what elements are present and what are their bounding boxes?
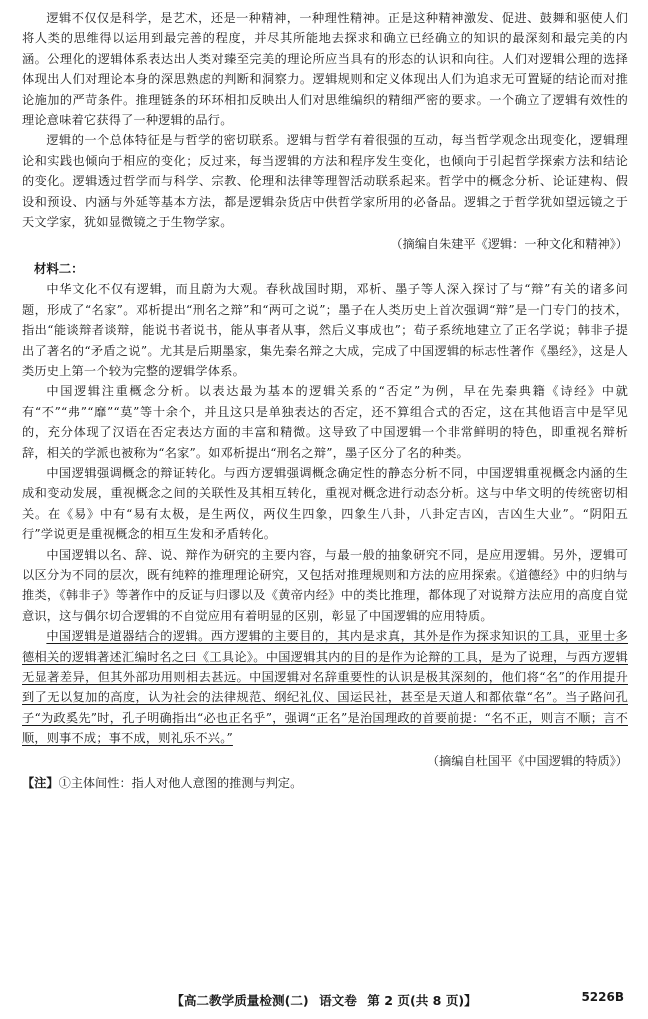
paragraph-6: 中国逻辑以名、辞、说、辩作为研究的主要内容，与最一般的抽象研究不同，是应用逻辑。另外，逻辑可以区分为不同的层次，既有纯粹的推理理论研究，又包括对推理规则和方法的应用探索。《道德经》中的归纳与推类，《韩非子》等著作中的反证与归谬以及《黄帝内经》中的类比推理，都体现了对说辩方法应用的高度自觉意识，这与偶尔切合逻辑的不自觉应用有着明显的区别，彰显了中国逻辑的应用特质。 (22, 547, 628, 623)
source-citation-1: （摘编自朱建平《逻辑：一种文化和精神》） (390, 237, 628, 252)
paper-code: 5226B (581, 990, 624, 1004)
paragraph-5: 中国逻辑强调概念的辩证转化。与西方逻辑强调概念确定性的静态分析不同，中国逻辑重视概念内涵的生成和变动发展，重视概念之间的关联性及其相互转化，重视对概念进行动态分析。这与中华文明的传统密切相关。在《易》中有“易有太极，是生两仪，两仪生四象，四象生八卦，八卦定吉凶，吉凶生大业”。“阴阳五行”学说更是重视概念的相互生发和矛盾转化。 (22, 465, 628, 542)
paragraph-7-underlined: 中国逻辑是道器结合的逻辑。西方逻辑的主要目的，其内是求真，其外是作为探求知识的工具，亚里士多德相关的逻辑著述汇编时名之曰《工具论》。中国逻辑其内的目的是作为论辩的工具，是为了说理，与西方逻辑无显著差异，但其外部功用则相去甚远。中国逻辑对名辞重要性的认识是极其深刻的，他们将“名”的作用提升到了无以复加的高度，认为社会的法律规范、纲纪礼仪、国运民社，甚至是天道人和都依靠“名”。当子路问孔子“为政奚先”时，孔子明确指出“必也正名乎”，强调“正名”是治国理政的首要前提：“名不正，则言不顺；言不顺，则事不成；事不成，则礼乐不兴。” (22, 629, 628, 746)
paragraph-3: 中华文化不仅有逻辑，而且蔚为大观。春秋战国时期，邓析、墨子等人深入探讨了与“辩”有关的诸多问题，形成了“名家”。邓析提出“刑名之辩”和“两可之说”；墨子在人类历史上首次强调“辩”是一门专门的技术，指出“能谈辩者谈辩，能说书者说书，能从事者从事，然后义事成也”；荀子系统地建立了正名学说；韩非子提出了著名的“矛盾之说”。尤其是后期墨家，集先秦名辩之大成，完成了中国逻辑的标志性著作《墨经》，这是人类历史上第一个较为完整的逻辑学体系。 (22, 282, 628, 378)
source-citation-2: （摘编自杜国平《中国逻辑的特质》） (426, 753, 628, 768)
footnote-label: 【注】 (22, 776, 59, 791)
footnote-text: ①主体间性：指人对他人意图的推测与判定。 (58, 776, 303, 791)
paragraph-1: 逻辑不仅仅是科学，是艺术，还是一种精神，一种理性精神。正是这种精神激发、促进、鼓舞和驱使人们将人类的思维得以运用到最完善的程度，并尽其所能地去探求和确立已经确立的知识的最深刻和最完美的内涵。公理化的逻辑体系表达出人类对臻至完美的理论所应当具有的形态的认识和向往。人们对逻辑公理的选择体现出人们对理论本身的深思熟虑的判断和洞察力。逻辑规则和定义体现出人们为追求无可置疑的结论而对推论施加的严苛条件。推理链条的环环相扣反映出人们对思维编织的精细严密的要求。一个确立了逻辑有效性的理论意味着它获得了一种逻辑的品行。 (22, 11, 628, 128)
paragraph-4: 中国逻辑注重概念分析。以表达最为基本的逻辑关系的“否定”为例，早在先秦典籍《诗经》中就有“不”“弗”“靡”“莫”等十余个，并且这只是单独表达的否定，还不算组合式的否定，这在其他语言中是罕见的，充分体现了汉语在否定表达方面的丰富和精微。这导致了中国逻辑一个非常鲜明的特色，即重视名辩析辞，相关的学派也被称为“名家”。如邓析提出“刑名之辩”，墨子区分了名的种类。 (22, 384, 628, 460)
paragraph-2: 逻辑的一个总体特征是与哲学的密切联系。逻辑与哲学有着很强的互动，每当哲学观念出现变化，逻辑理论和实践也倾向于相应的变化；反过来，每当逻辑的方法和程序发生变化，也倾向于引起哲学探索方法和结论的变化。逻辑透过哲学而与科学、宗教、伦理和法律等理智活动联系起来。哲学中的概念分析、论证建构、假设和预设、内涵与外延等基本方法，都是逻辑杂货店中供哲学家所用的必备品。逻辑之于哲学犹如望远镜之于天文学家，犹如显微镜之于生物学家。 (22, 133, 628, 230)
page-footer (0, 990, 648, 1009)
footer-exam-title: 【高二教学质量检测(二) (171, 993, 309, 1008)
footer-page-number: 第 2 页(共 8 页)】 (367, 993, 477, 1008)
material-two-heading: 材料二： (34, 260, 84, 276)
footer-subject: 语文卷 (319, 993, 357, 1008)
footnote (22, 773, 628, 793)
document-page (22, 8, 628, 793)
